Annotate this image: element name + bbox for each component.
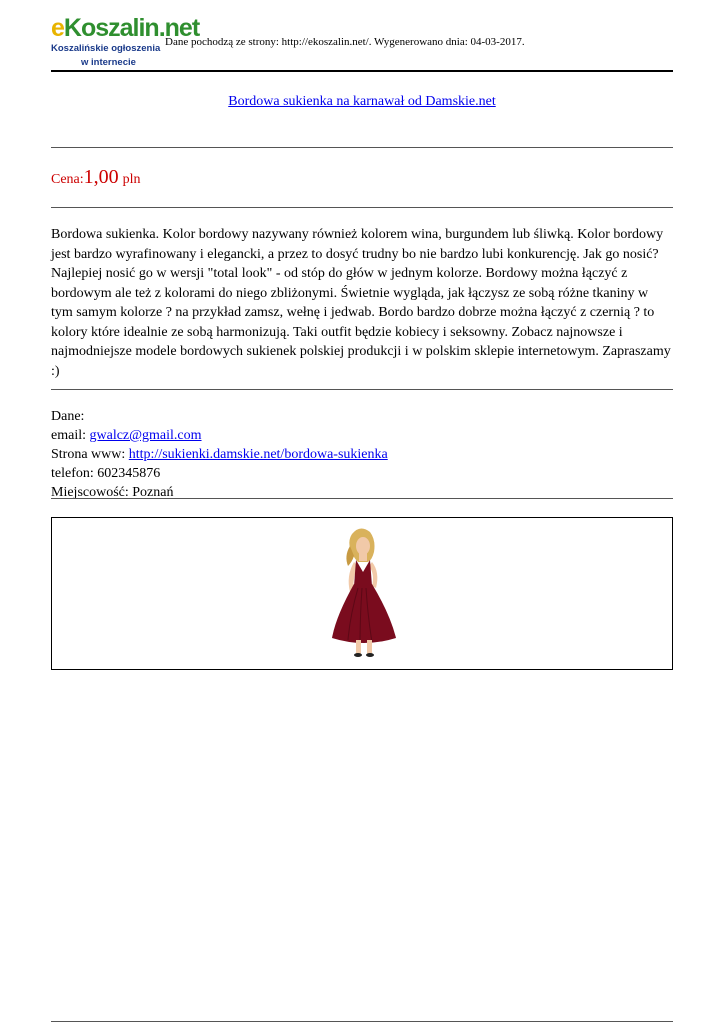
logo-letter-e: e (51, 14, 64, 42)
phone-value: 602345876 (97, 466, 161, 481)
email-label: email: (51, 428, 90, 443)
price-value: 1,00 (83, 166, 119, 188)
price-currency: pln (122, 172, 141, 187)
logo-name: Koszalin.net (63, 14, 200, 42)
contact-city-row (51, 483, 388, 502)
www-label: Strona www: (51, 447, 129, 462)
contact-email-row (51, 426, 388, 445)
contact-heading: Dane: (51, 409, 85, 424)
phone-label: telefon: (51, 466, 98, 481)
price-label: Cena: (51, 172, 84, 187)
footer-divider (51, 1021, 673, 1022)
header-divider (51, 70, 673, 72)
divider-title (51, 147, 673, 148)
logo-tagline-1: Koszalińskie ogłoszenia (51, 43, 161, 54)
divider-price (51, 207, 673, 208)
header-source-note: Dane pochodzą ze strony: http://ekoszalin.net/. Wygenerowano dnia: 04-03-2017. (165, 36, 525, 48)
site-logo (51, 14, 200, 70)
contact-www-row (51, 445, 388, 464)
city-label: Miejscowość: (51, 485, 133, 500)
image-frame (51, 517, 673, 670)
city-value: Poznań (132, 485, 174, 500)
www-link[interactable]: http://sukienki.damskie.net/bordowa-sukienka (128, 447, 388, 462)
dress-photo[interactable] (314, 526, 414, 662)
divider-description (51, 389, 673, 390)
contact-phone-row (51, 464, 388, 483)
contact-block (51, 407, 388, 502)
price (51, 166, 141, 189)
email-link[interactable]: gwalcz@gmail.com (89, 428, 202, 443)
ad-description: Bordowa sukienka. Kolor bordowy nazywany również kolorem wina, burgundem lub śliwką. Kolor bordowy jest bardzo wyrafinowany i elegancki, a przez to dosyć trudny bo nie bardzo lubi konkurencję. Jak go nosić? Najlepiej nosić go w wersji "total look" - od stóp do głów w jednym kolorze. Bordowy można łączyć z bordowym ale też z kolorami do niego zbliżonymi. Świetnie wygląda, jak łączysz ze sobą różne tkaniny w tym samym kolorze ? na przykład zamsz, wełnę i jedwab. Bordo bardzo dobrze można łączyć z czernią ? to kolory które idealnie ze sobą harmonizują. Taki outfit będzie kobiecy i seksowny. Zobacz najnowsze i najmodniejsze modele bordowych sukienek polskiej produkcji i w polskim sklepie internetowym. Zapraszamy :) (51, 227, 671, 379)
logo-tagline-2: w internecie (81, 57, 136, 68)
divider-contact (51, 498, 673, 499)
ad-title-link[interactable]: Bordowa sukienka na karnawał od Damskie.net (228, 94, 496, 109)
